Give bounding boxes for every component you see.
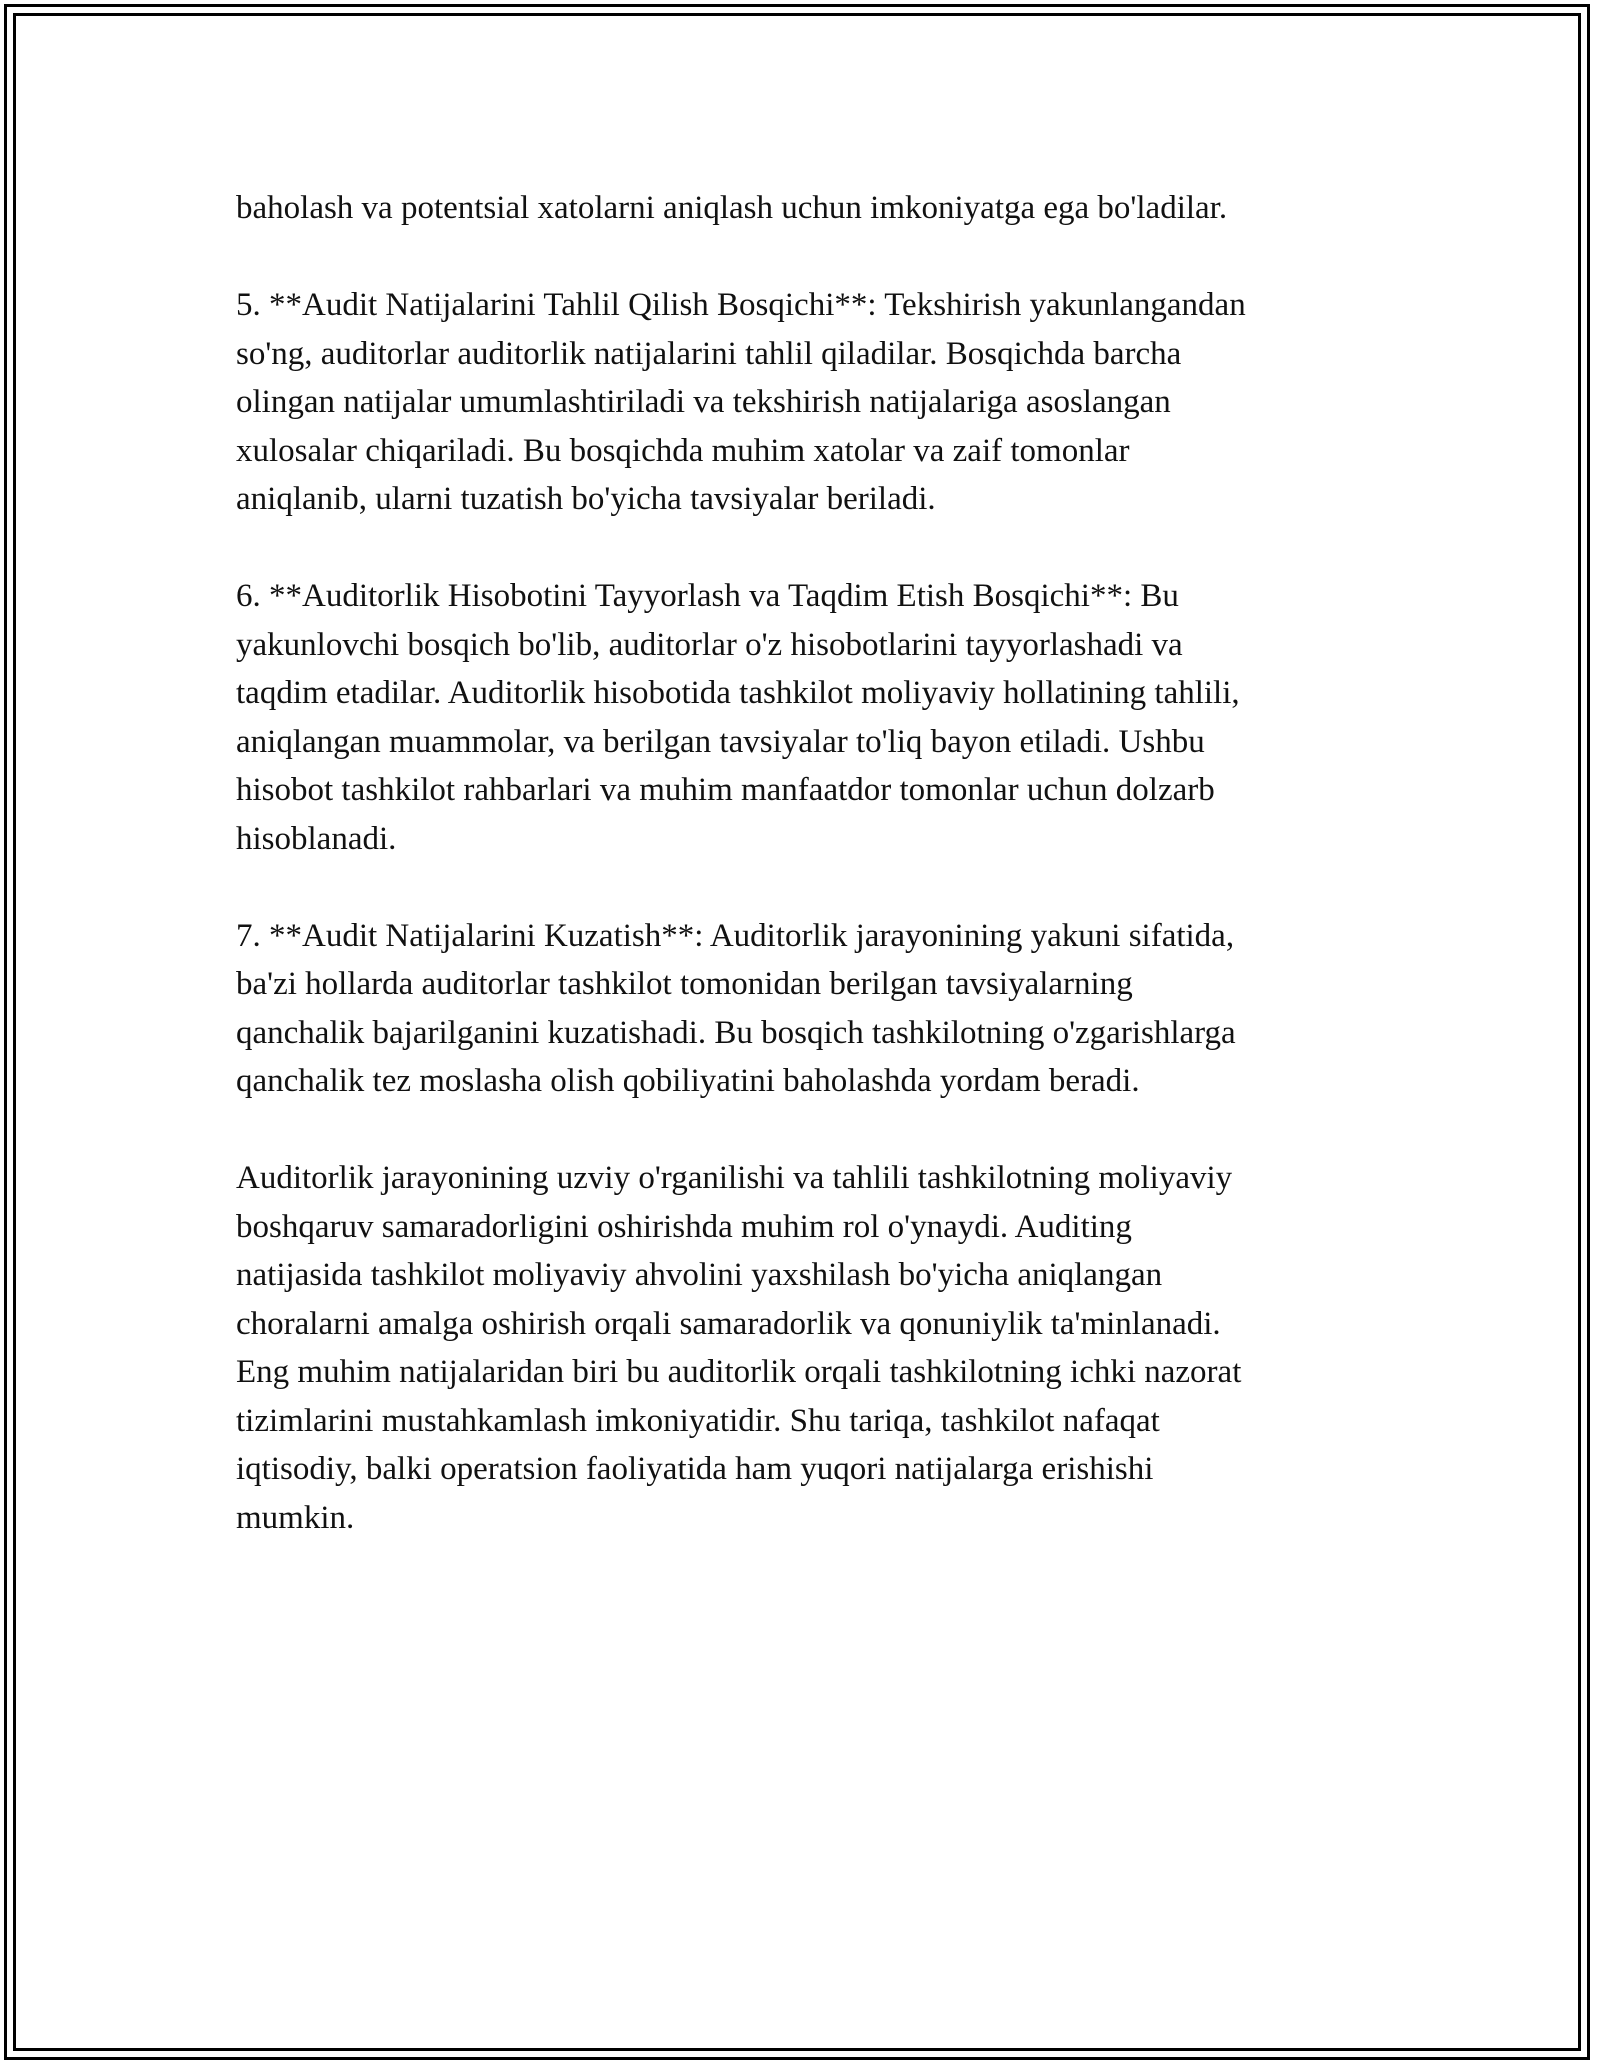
text-line: choralarni amalga oshirish orqali samaradorlik va qonuniylik ta'minlanadi. xyxy=(236,1305,1221,1342)
text-line: 6. **Auditorlik Hisobotini Tayyorlash va Taqdim Etish Bosqichi**: Bu xyxy=(236,578,1179,614)
text-line: 7. **Audit Natijalarini Kuzatish**: Auditorlik jarayonining yakuni sifatida, xyxy=(236,917,1235,954)
document-body xyxy=(236,184,1386,1542)
text-line: so'ng, auditorlar auditorlik natijalarini tahlil qiladilar. Bosqichda barcha xyxy=(236,335,1182,372)
text-line: aniqlangan muammolar, va berilgan tavsiyalar to'liq bayon etiladi. Ushbu xyxy=(236,723,1205,760)
text-line: taqdim etadilar. Auditorlik hisobotida tashkilot moliyaviy hollatining tahlili, xyxy=(236,675,1240,711)
text-line: hisoblanadi. xyxy=(236,820,397,857)
paragraph-continuation xyxy=(236,184,1386,233)
text-line: mumkin. xyxy=(236,1499,355,1536)
text-line: baholash va potentsial xatolarni aniqlash uchun imkoniyatga ega bo'ladilar. xyxy=(236,190,1228,226)
text-line: 5. **Audit Natijalarini Tahlil Qilish Bosqichi**: Tekshirish yakunlangandan xyxy=(236,287,1246,323)
text-line: qanchalik tez moslasha olish qobiliyatini baholashda yordam beradi. xyxy=(236,1063,1140,1099)
paragraph-step-6 xyxy=(236,572,1386,863)
text-line: qanchalik bajarilganini kuzatishadi. Bu bosqich tashkilotning o'zgarishlarga xyxy=(236,1014,1236,1051)
paragraph-step-7 xyxy=(236,912,1386,1106)
text-line: ba'zi hollarda auditorlar tashkilot tomonidan berilgan tavsiyalarning xyxy=(236,966,1133,1002)
paragraph-step-5 xyxy=(236,281,1386,524)
text-line: natijasida tashkilot moliyaviy ahvolini yaxshilash bo'yicha aniqlangan xyxy=(236,1257,1163,1293)
text-line: Auditorlik jarayonining uzviy o'rganilishi va tahlili tashkilotning moliyaviy xyxy=(236,1160,1233,1196)
paragraph-conclusion xyxy=(236,1154,1386,1542)
text-line: hisobot tashkilot rahbarlari va muhim manfaatdor tomonlar uchun dolzarb xyxy=(236,772,1215,808)
text-line: olingan natijalar umumlashtiriladi va tekshirish natijalariga asoslangan xyxy=(236,384,1171,420)
text-line: boshqaruv samaradorligini oshirishda muhim rol o'ynaydi. Auditing xyxy=(236,1208,1132,1245)
text-line: xulosalar chiqariladi. Bu bosqichda muhim xatolar va zaif tomonlar xyxy=(236,432,1130,469)
text-line: iqtisodiy, balki operatsion faoliyatida ham yuqori natijalarga erishishi xyxy=(236,1451,1154,1487)
text-line: yakunlovchi bosqich bo'lib, auditorlar o'z hisobotlarini tayyorlashadi va xyxy=(236,626,1183,663)
text-line: aniqlanib, ularni tuzatish bo'yicha tavsiyalar beriladi. xyxy=(236,481,936,517)
text-line: Eng muhim natijalaridan biri bu auditorlik orqali tashkilotning ichki nazorat xyxy=(236,1354,1242,1390)
text-line: tizimlarini mustahkamlash imkoniyatidir. Shu tariqa, tashkilot nafaqat xyxy=(236,1402,1160,1439)
